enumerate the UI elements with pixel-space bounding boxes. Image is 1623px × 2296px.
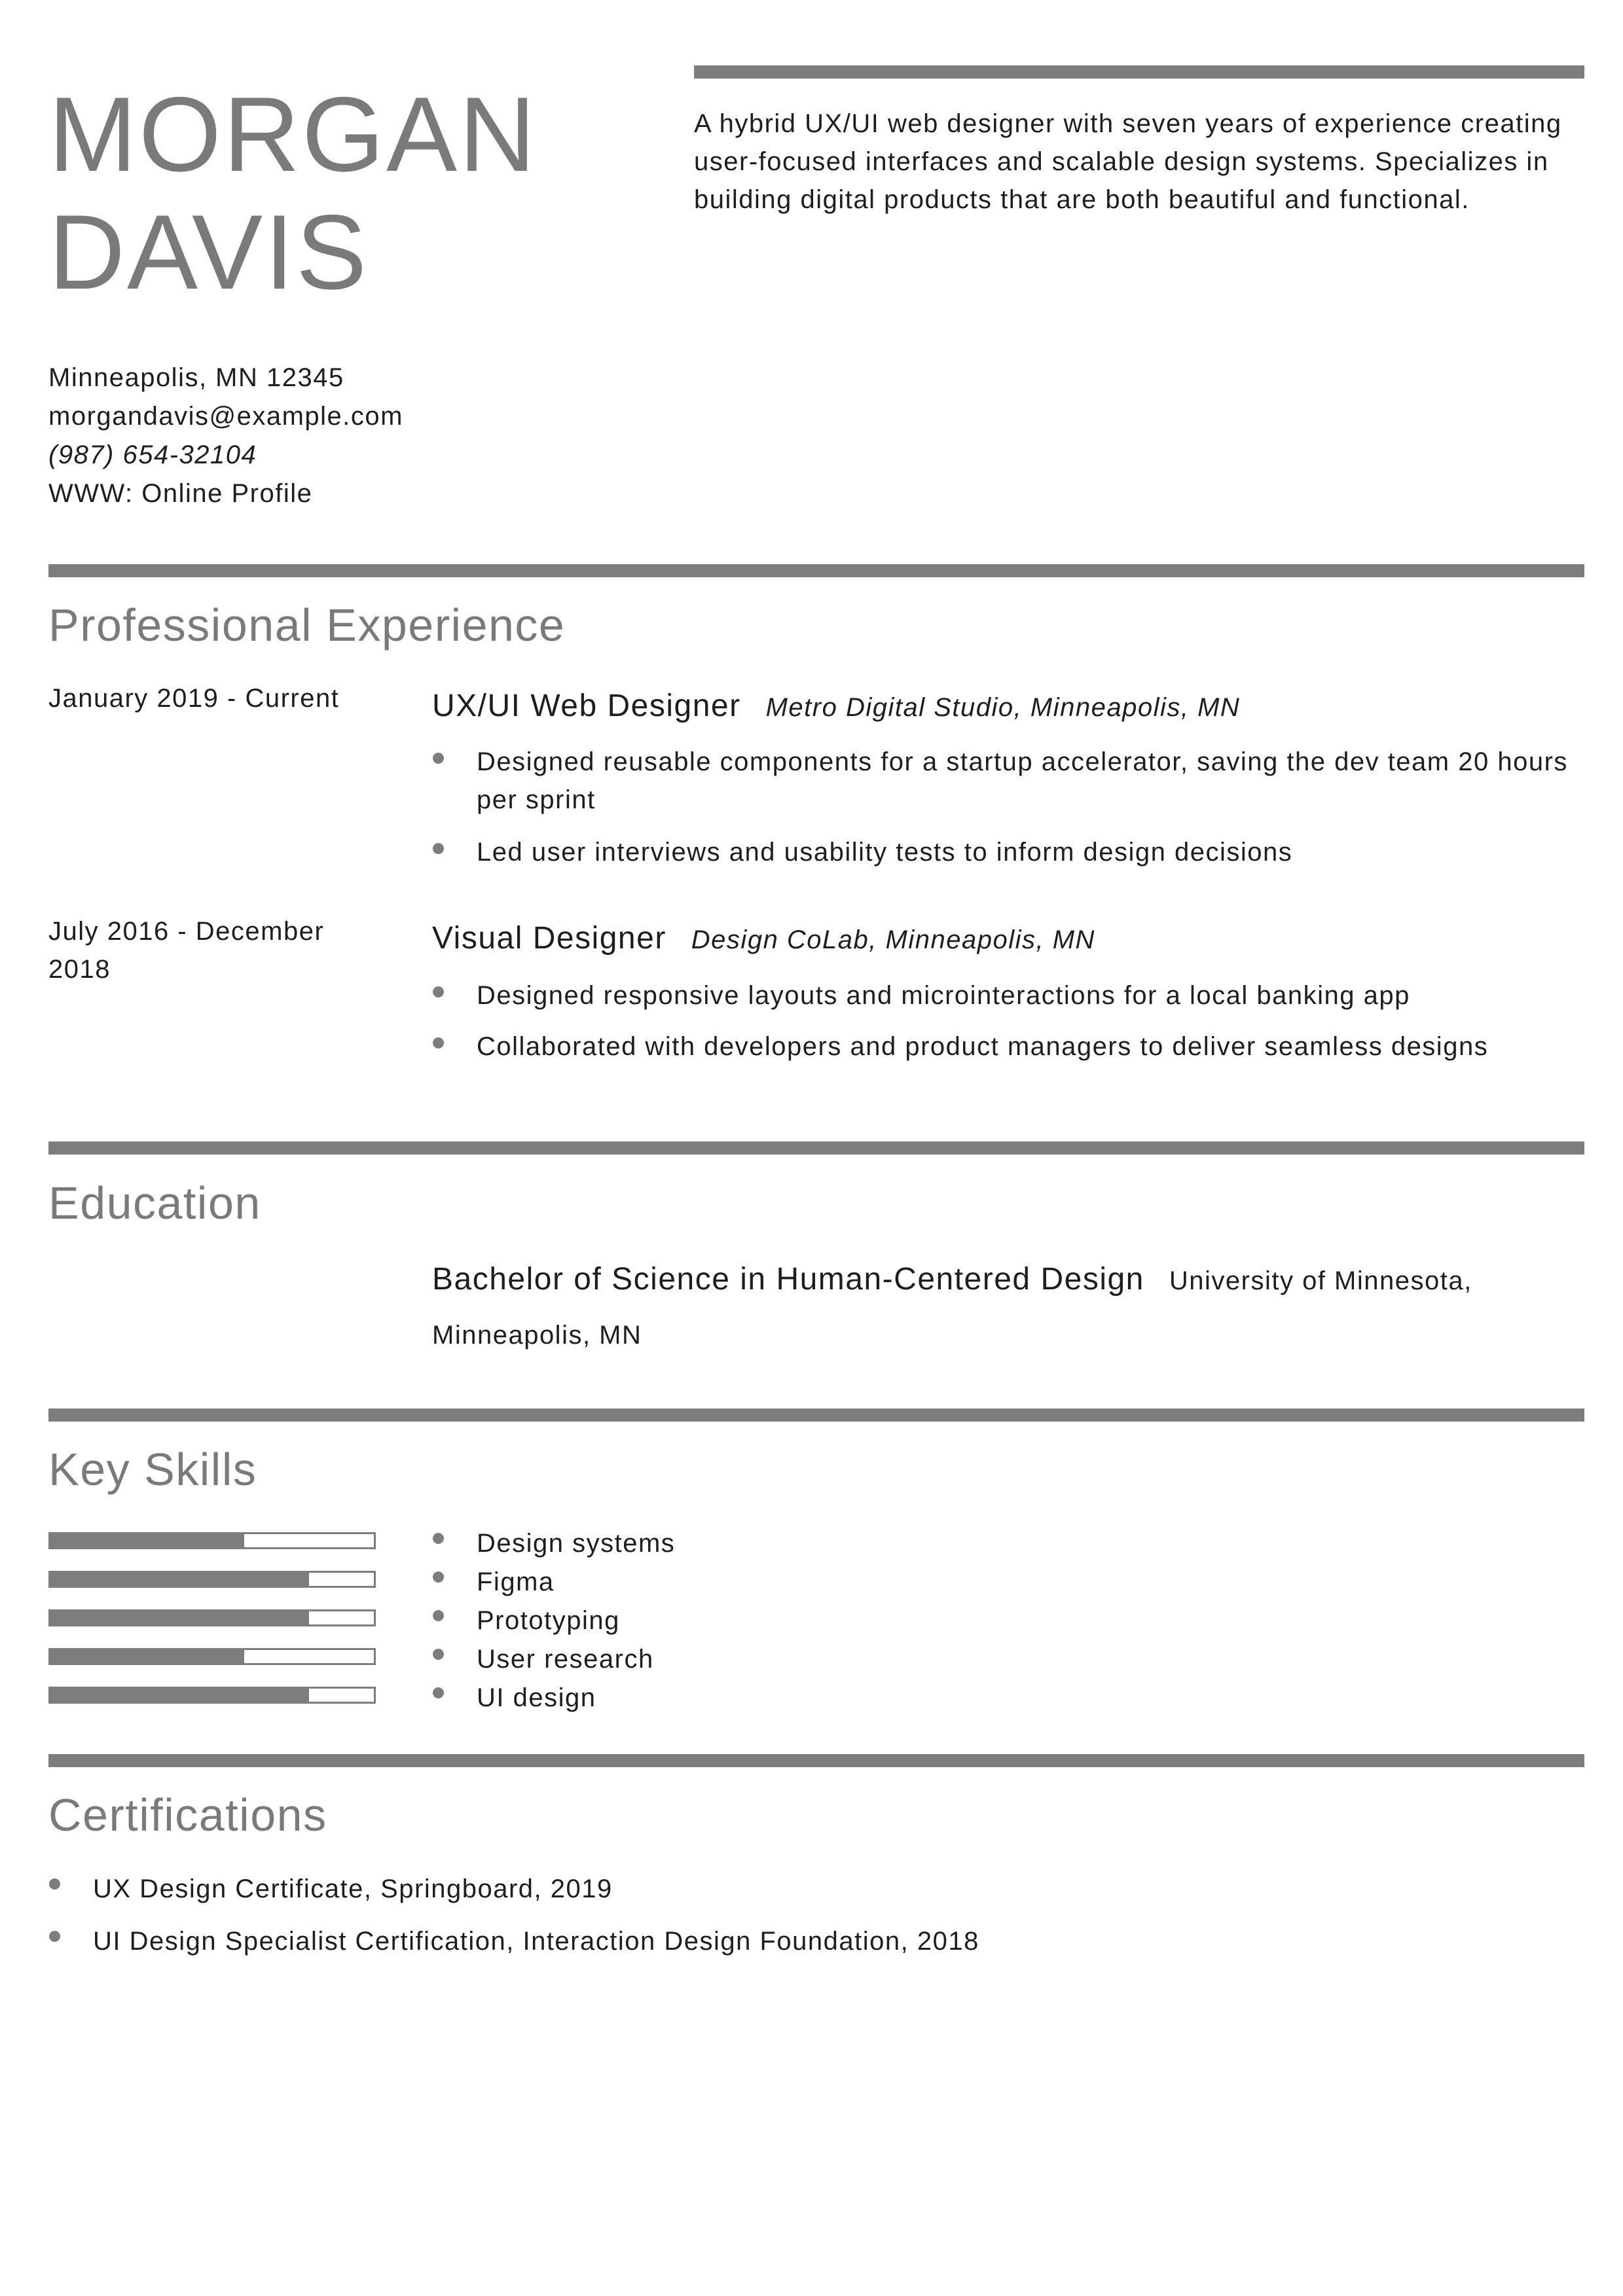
job-dates: July 2016 - December 2018 bbox=[48, 917, 325, 984]
bullet-dot bbox=[433, 986, 444, 997]
bullet-dot bbox=[433, 1571, 444, 1583]
last-name: DAVIS bbox=[48, 193, 369, 312]
skill-meter-fill bbox=[50, 1534, 244, 1547]
job-bullet: Collaborated with developers and product managers to deliver seamless designs bbox=[477, 1032, 1489, 1061]
skills-divider bbox=[48, 1408, 1584, 1422]
skill-meter bbox=[48, 1648, 376, 1665]
bullet-dot bbox=[433, 753, 444, 764]
experience-divider bbox=[48, 564, 1584, 577]
bullet-dot bbox=[433, 1610, 444, 1621]
bullet-dot bbox=[433, 1687, 444, 1698]
job-title: Visual Designer bbox=[432, 921, 666, 956]
bullet-dot bbox=[49, 1931, 60, 1942]
skill-name: Figma bbox=[477, 1568, 555, 1596]
skill-meter-fill bbox=[50, 1689, 309, 1702]
job-bullet: Designed responsive layouts and microinteractions for a local banking app bbox=[477, 981, 1410, 1010]
job-bullet: Designed reusable components for a startup accelerator, saving the dev team 20 hours per sprint bbox=[477, 747, 1568, 814]
skill-name: Prototyping bbox=[477, 1606, 620, 1635]
skill-name: UI design bbox=[477, 1683, 596, 1712]
skill-name: User research bbox=[477, 1645, 654, 1674]
bullet-dot bbox=[433, 1649, 444, 1660]
contact-phone: (987) 654-32104 bbox=[48, 440, 257, 469]
contact-address: Minneapolis, MN 12345 bbox=[48, 363, 344, 392]
education-entry bbox=[432, 1255, 1591, 1365]
job-company: Design CoLab, Minneapolis, MN bbox=[691, 925, 1095, 954]
certifications-divider bbox=[48, 1754, 1584, 1767]
certification-item: UX Design Certificate, Springboard, 2019 bbox=[93, 1874, 613, 1903]
skill-meter-fill bbox=[50, 1611, 309, 1624]
bullet-dot bbox=[433, 1533, 444, 1544]
header-divider bbox=[694, 65, 1584, 79]
skill-meter-fill bbox=[50, 1650, 244, 1663]
skill-meter bbox=[48, 1687, 376, 1704]
job-company: Metro Digital Studio, Minneapolis, MN bbox=[765, 693, 1241, 722]
job-dates: January 2019 - Current bbox=[48, 684, 340, 713]
contact-website[interactable]: WWW: Online Profile bbox=[48, 479, 313, 508]
job-heading bbox=[432, 691, 1240, 722]
bullet-dot bbox=[433, 1037, 444, 1049]
skill-meter-fill bbox=[50, 1573, 309, 1586]
job-title: UX/UI Web Designer bbox=[432, 689, 741, 723]
bullet-dot bbox=[433, 843, 444, 854]
education-title: Education bbox=[48, 1177, 261, 1229]
contact-email[interactable]: morgandavis@example.com bbox=[48, 402, 403, 431]
skill-name: Design systems bbox=[477, 1529, 676, 1558]
first-name: MORGAN bbox=[48, 75, 538, 194]
skills-title: Key Skills bbox=[48, 1444, 257, 1495]
education-location: Minneapolis, MN bbox=[432, 1321, 642, 1350]
skill-meter bbox=[48, 1571, 376, 1588]
summary: A hybrid UX/UI web designer with seven years of experience creating user-focused interfaces and scalable design systems. Specializes in building digital products that are both beautiful and functional. bbox=[694, 109, 1562, 214]
bullet-dot bbox=[49, 1878, 60, 1890]
education-degree: Bachelor of Science in Human-Centered Design bbox=[432, 1262, 1144, 1297]
experience-title: Professional Experience bbox=[48, 600, 566, 651]
education-school: University of Minnesota, bbox=[1169, 1266, 1472, 1295]
education-divider bbox=[48, 1141, 1584, 1155]
certification-item: UI Design Specialist Certification, Interaction Design Foundation, 2018 bbox=[93, 1927, 979, 1956]
certifications-title: Certifications bbox=[48, 1789, 327, 1840]
skill-meter bbox=[48, 1532, 376, 1549]
skill-meter bbox=[48, 1609, 376, 1626]
job-heading bbox=[432, 923, 1095, 954]
job-bullet: Led user interviews and usability tests to inform design decisions bbox=[477, 838, 1293, 867]
